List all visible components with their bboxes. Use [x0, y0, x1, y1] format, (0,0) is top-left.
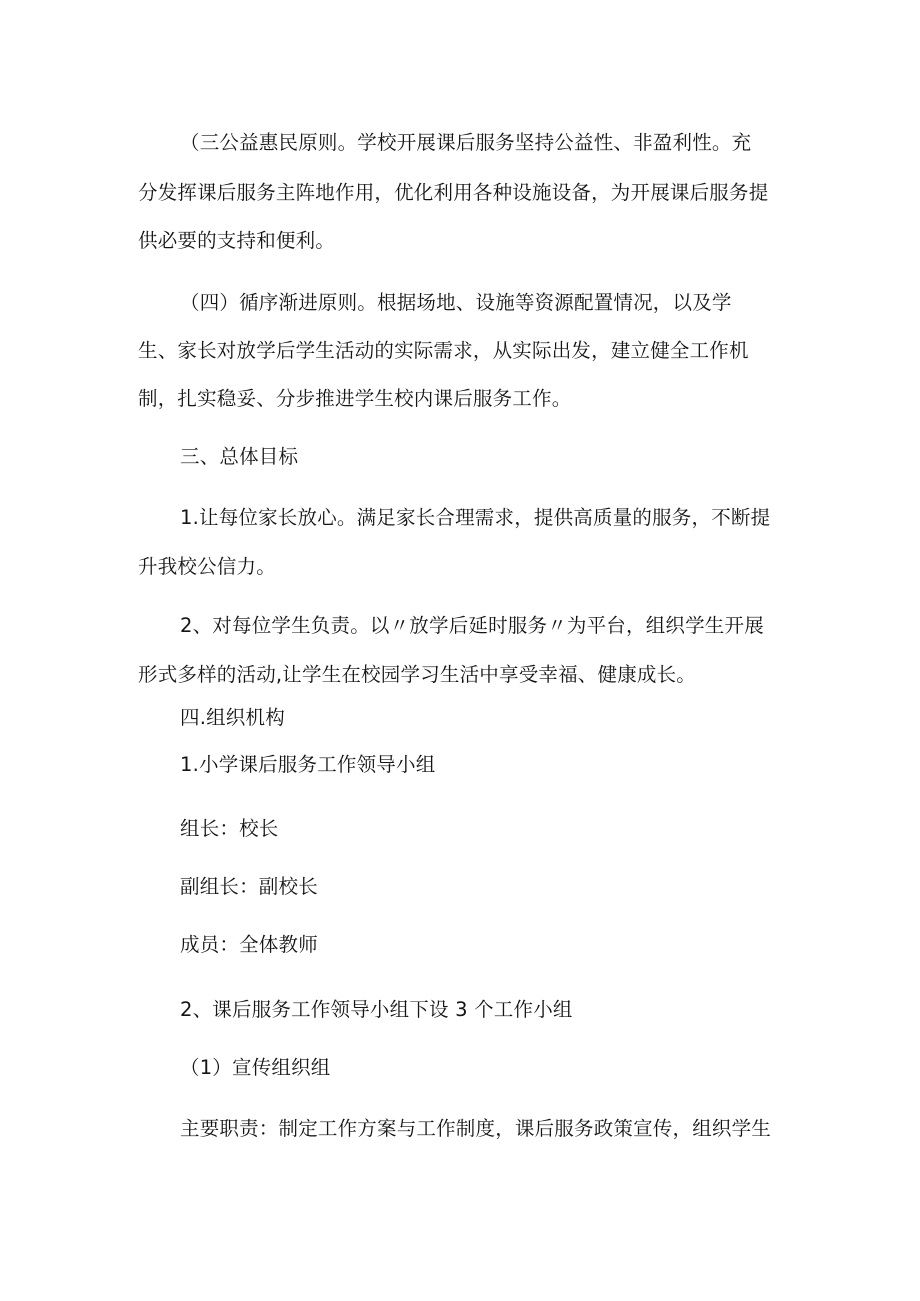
goal-one-line-2: 升我校公信力。	[138, 555, 276, 578]
main-duties-line: 主要职责：制定工作方案与工作制度，课后服务政策宣传，组织学生	[180, 1117, 772, 1140]
goal-one-line-1: 1.让每位家长放心。满足家长合理需求，提供高质量的服务，不断提	[180, 506, 771, 529]
subsection-leadership-group: 1.小学课后服务工作领导小组	[180, 753, 436, 776]
principle-four-line-1: （四）循序渐进原则。根据场地、设施等资源配置情况，以及学	[180, 291, 732, 314]
group-publicity-organization: （1）宣传组织组	[180, 1056, 331, 1079]
principle-four-line-2: 生、家长对放学后学生活动的实际需求，从实际出发，建立健全工作机	[138, 339, 749, 362]
subsection-work-groups: 2、课后服务工作领导小组下设 3 个工作小组	[180, 998, 573, 1021]
principle-four-line-3: 制，扎实稳妥、分步推进学生校内课后服务工作。	[138, 387, 572, 410]
principle-three-line-2: 分发挥课后服务主阵地作用，优化利用各种设施设备，为开展课后服务提	[138, 181, 769, 204]
vice-leader-line: 副组长：副校长	[180, 875, 318, 898]
principle-three-line-1: （三公益惠民原则。学校开展课后服务坚持公益性、非盈利性。充	[180, 131, 752, 154]
leader-line: 组长：校长	[180, 817, 279, 840]
section-heading-overall-goals: 三、总体目标	[180, 445, 299, 468]
members-line: 成员：全体教师	[180, 933, 318, 956]
section-heading-organization: 四.组织机构	[180, 706, 285, 729]
principle-three-line-3: 供必要的支持和便利。	[138, 229, 336, 252]
goal-two-line-1: 2、对每位学生负责。以〃放学后延时服务〃为平台，组织学生开展	[180, 614, 764, 637]
goal-two-line-2: 形式多样的活动,让学生在校园学习生活中享受幸福、健康成长。	[138, 663, 696, 686]
